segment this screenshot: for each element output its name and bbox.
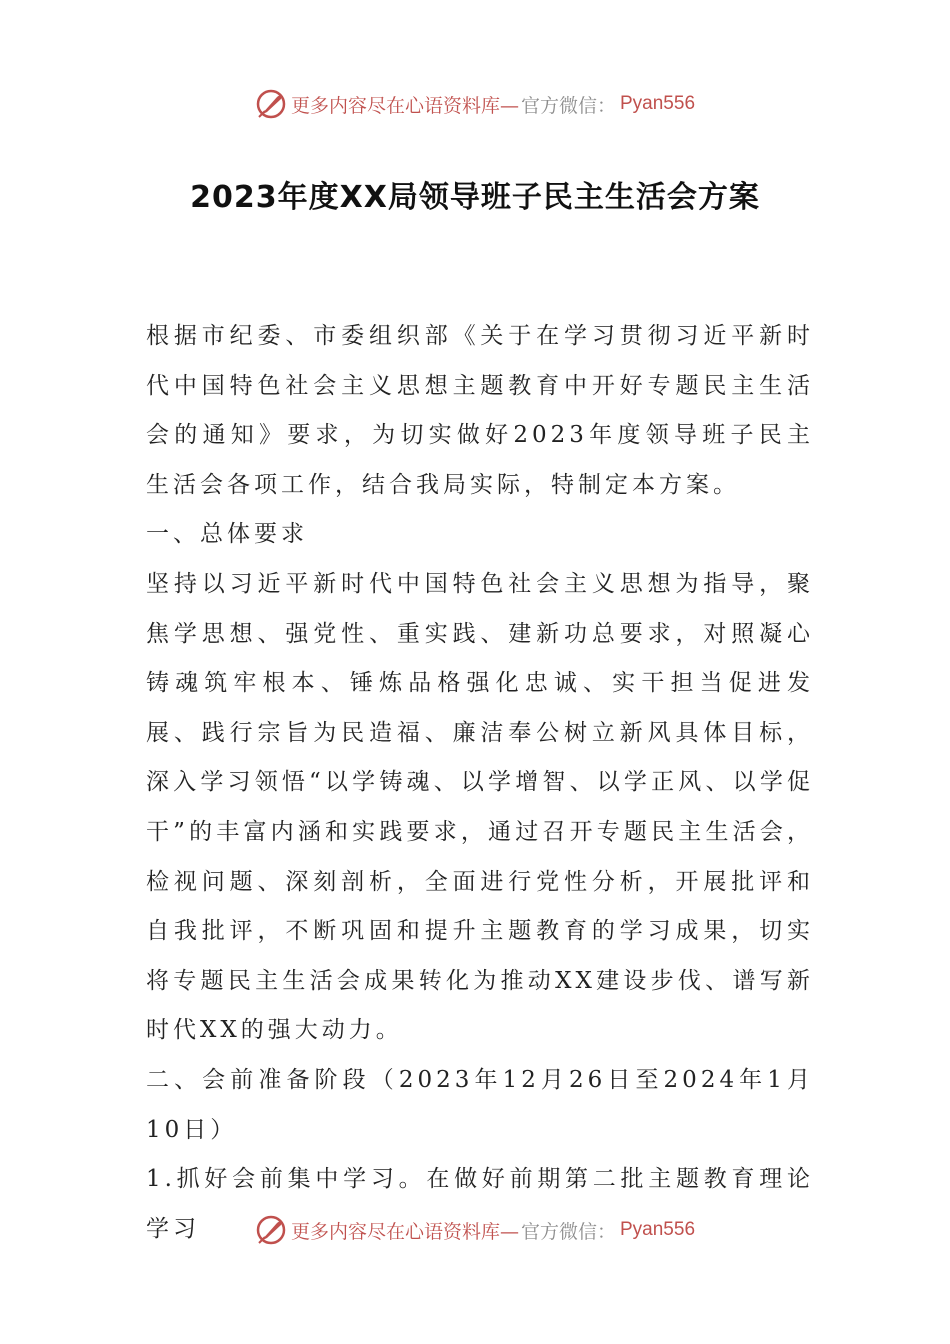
watermark-wechat-id: Pyan556 (620, 1219, 696, 1240)
watermark-main-text: 更多内容尽在心语资料库— (290, 1220, 519, 1243)
section-heading-2: 二、会前准备阶段（2023年12月26日至2024年1月10日） (146, 1066, 814, 1143)
section-heading-1: 一、总体要求 (146, 521, 308, 548)
feather-pen-circle-icon (255, 1214, 287, 1246)
watermark-header (0, 84, 950, 124)
paragraph-item-1: 1.抓好会前集中学习。在做好前期第二批主题教育理论学习 (146, 1166, 814, 1242)
feather-pen-circle-icon (255, 88, 287, 120)
watermark-main-text: 更多内容尽在心语资料库— (290, 94, 519, 117)
watermark-wechat-label: 官方微信： (520, 94, 616, 117)
paragraph-intro: 根据市纪委、市委组织部《关于在学习贯彻习近平新时代中国特色社会主义思想主题教育中开好专题民主生活会的通知》要求，为切实做好2023年度领导班子民主生活会各项工作，结合我局实际，特制定本方案。 (146, 323, 814, 498)
watermark-wechat-label: 官方微信： (520, 1220, 616, 1243)
watermark-wechat-id: Pyan556 (620, 93, 696, 114)
document-title: 2023年度XX局领导班子民主生活会方案 (190, 180, 760, 215)
watermark-footer (0, 1210, 950, 1250)
document-body (146, 312, 814, 1254)
paragraph-overall-requirements: 坚持以习近平新时代中国特色社会主义思想为指导，聚焦学思想、强党性、重实践、建新功总要求，对照凝心铸魂筑牢根本、锤炼品格强化忠诚、实干担当促进发展、践行宗旨为民造福、廉洁奉公树立新风具体目标，深入学习领悟“以学铸魂、以学增智、以学正风、以学促干”的丰富内涵和实践要求，通过召开专题民主生活会，检视问题、深刻剖析，全面进行党性分析，开展批评和自我批评，不断巩固和提升主题教育的学习成果，切实将专题民主生活会成果转化为推动XX建设步伐、谱写新时代XX的强大动力。 (146, 570, 814, 1044)
